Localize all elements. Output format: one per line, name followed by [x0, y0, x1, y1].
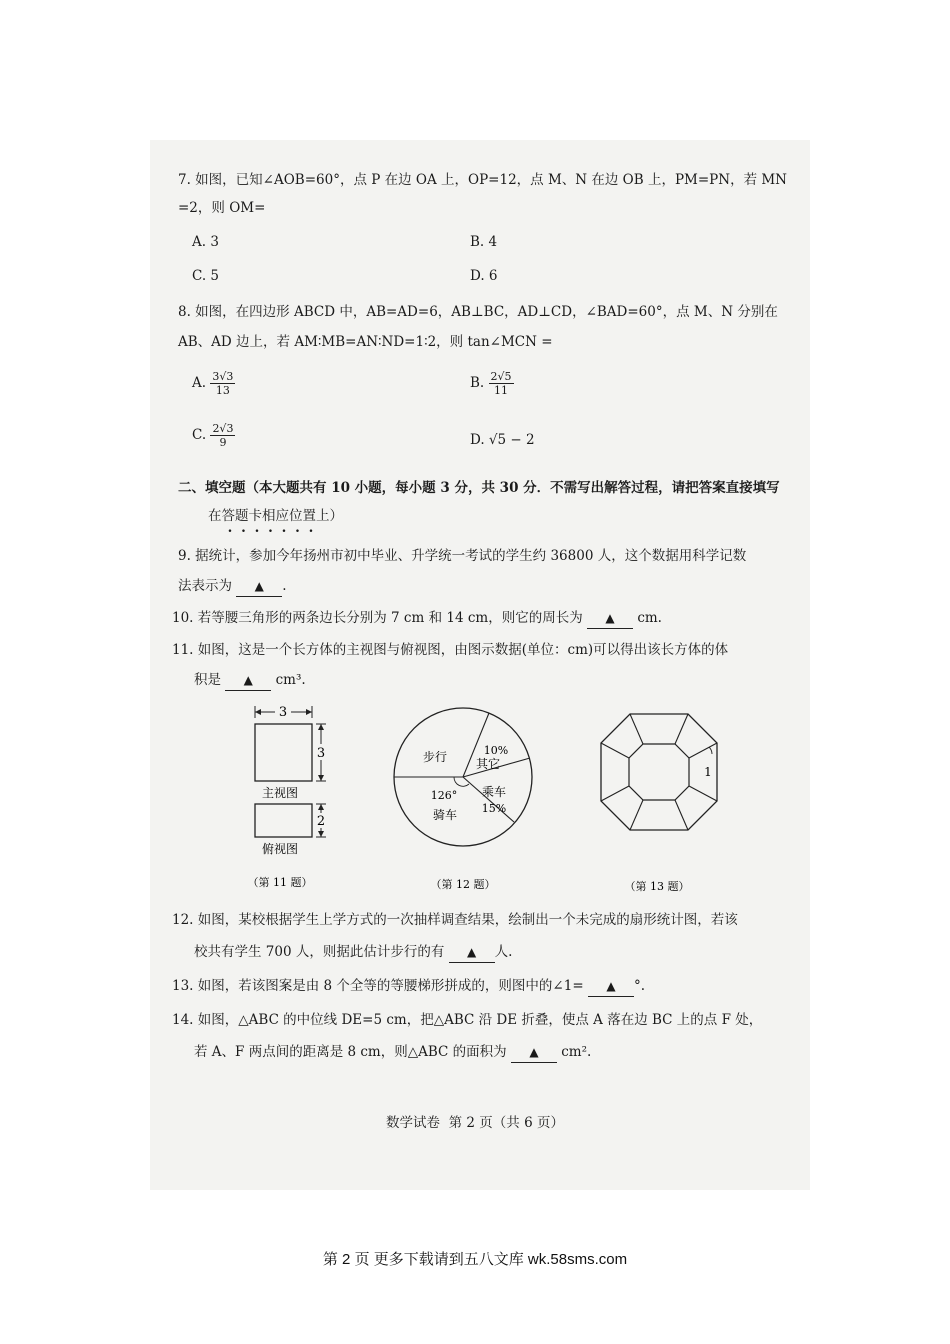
q7-option-a: A. 3	[192, 234, 219, 250]
scanned-page	[150, 140, 810, 1190]
fig13-spoke	[630, 714, 643, 744]
pie-label-bike: 骑车	[432, 808, 458, 822]
emphasis-char: 置	[302, 508, 316, 524]
pie-label-walk: 步行	[422, 750, 448, 764]
q12-answer-blank	[449, 942, 495, 963]
fig11-caption: （第 11 题）	[247, 876, 313, 889]
q10-end: cm.	[637, 610, 662, 626]
q14-line2-text: 若 A、F 两点间的距离是 8 cm，则△ABC 的面积为	[194, 1044, 507, 1060]
q10-line	[172, 608, 662, 629]
q8-option-b	[470, 370, 514, 397]
q8-option-a-numerator: 3√3	[212, 370, 234, 383]
fig13-spoke	[601, 786, 629, 801]
q10-text: 10. 若等腰三角形的两条边长分别为 7 cm 和 14 cm，则它的周长为	[172, 610, 583, 626]
q9-blank-marker: ▲	[254, 579, 264, 593]
q8-option-c	[192, 422, 235, 449]
fig11-front-view	[255, 724, 312, 781]
emphasis-char: 应	[275, 508, 289, 524]
q7-line2: =2，则 OM=	[178, 200, 266, 216]
fig11-arrowhead-up	[318, 724, 324, 730]
q8-option-a-denominator: 13	[215, 384, 230, 397]
fig13-caption: （第 13 题）	[624, 880, 690, 893]
q13-blank-marker: ▲	[606, 979, 616, 993]
q8-option-b-numerator: 2√5	[490, 370, 512, 383]
q12-line2	[194, 942, 512, 963]
fig11-dim-right: 3	[316, 746, 326, 761]
pie-label-bike-angle: 126°	[430, 789, 458, 802]
q11-end: cm³.	[275, 672, 306, 688]
fig11-front-label: 主视图	[261, 786, 299, 800]
q9-line2-text: 法表示为	[178, 578, 232, 594]
fig13-spoke	[630, 800, 643, 830]
fig13-spoke	[675, 714, 688, 744]
q12-blank-marker: ▲	[467, 945, 477, 959]
q9-answer-blank	[236, 576, 282, 597]
pie-label-other-pct: 10%	[483, 744, 509, 757]
fig13-spoke	[689, 743, 717, 758]
section2-suffix: 上）	[316, 508, 343, 524]
section2-heading-line1: 二、填空题（本大题共有 10 小题，每小题 3 分，共 30 分．不需写出解答过程，请把答案直接填写	[178, 480, 780, 496]
fig13-angle-label: 1	[704, 765, 712, 779]
fig13-spoke	[601, 743, 629, 758]
q14-line1: 14. 如图，△ABC 的中位线 DE=5 cm，把△ABC 沿 DE 折叠，使点 A 落在边 BC 上的点 F 处，	[172, 1012, 763, 1028]
fig11-top-label: 俯视图	[261, 842, 299, 856]
emphasis-char: 相	[262, 508, 276, 524]
pie-divider-ride-bike	[463, 777, 514, 822]
q7-option-b: B. 4	[470, 234, 498, 250]
fig13-spokes	[601, 714, 717, 830]
fig11-arrowhead-left	[255, 709, 261, 715]
fig13-spoke	[675, 800, 688, 830]
q10-answer-blank	[587, 608, 633, 629]
figure-11	[240, 700, 350, 895]
fig11-arrowhead-up2	[318, 804, 324, 810]
emphasis-char: 位	[289, 508, 303, 524]
q8-option-c-label: C.	[192, 427, 207, 443]
q10-blank-marker: ▲	[605, 611, 615, 625]
q7-option-c: C. 5	[192, 268, 220, 284]
emphasis-char: 卡	[248, 508, 262, 524]
fig11-dim-top: 3	[278, 705, 288, 720]
q8-option-c-numerator: 2√3	[212, 422, 234, 435]
q8-option-c-fraction	[210, 422, 235, 449]
section2-emphasis	[222, 508, 317, 524]
q13-text: 13. 如图，若该图案是由 8 个全等的等腰梯形拼成的，则图中的∠1=	[172, 978, 584, 994]
q7-option-d: D. 6	[470, 268, 498, 284]
section2-prefix: 在	[208, 508, 222, 524]
site-footer: 第 2 页 更多下载请到五八文库 wk.58sms.com	[322, 1251, 628, 1268]
pie-label-ride: 乘车	[481, 785, 507, 799]
fig12-caption: （第 12 题）	[430, 878, 496, 891]
q13-line	[172, 976, 645, 997]
q8-option-b-fraction	[489, 370, 514, 397]
q14-answer-blank	[511, 1042, 557, 1063]
fig13-outer-octagon	[601, 714, 717, 830]
q14-blank-marker: ▲	[529, 1045, 539, 1059]
q8-option-a-fraction	[210, 370, 235, 397]
q12-line1: 12. 如图，某校根据学生上学方式的一次抽样调查结果，绘制出一个未完成的扇形统计图，若该	[172, 912, 738, 928]
q12-line2-text: 校共有学生 700 人，则据此估计步行的有	[194, 944, 445, 960]
q8-option-d: D. √5 − 2	[470, 432, 535, 448]
fig11-top-view	[255, 804, 312, 837]
q8-option-b-label: B.	[470, 375, 485, 391]
fig11-arrowhead-right	[306, 709, 312, 715]
q8-line2: AB、AD 边上，若 AM∶MB=AN∶ND=1∶2，则 tan∠MCN =	[178, 334, 553, 350]
q9-end: .	[282, 578, 287, 594]
q8-option-b-denominator: 11	[494, 384, 509, 397]
q14-end: cm².	[561, 1044, 592, 1060]
q11-line2-text: 积是	[194, 672, 221, 688]
figure-13	[585, 700, 735, 896]
q8-option-a-label: A.	[192, 375, 207, 391]
q12-end: 人.	[494, 944, 513, 960]
q8-option-a	[192, 370, 235, 397]
q7-line1: 7. 如图，已知∠AOB=60°，点 P 在边 OA 上，OP=12，点 M、N 在边 OB 上，PM=PN，若 MN	[178, 172, 787, 188]
fig11-arrowhead-down2	[318, 831, 324, 837]
fig13-spoke	[689, 786, 717, 801]
q9-line2	[178, 576, 287, 597]
q13-end: °.	[633, 978, 645, 994]
fig11-arrowhead-down	[318, 775, 324, 781]
section2-heading-line2	[208, 506, 343, 526]
q9-line1: 9. 据统计，参加今年扬州市初中毕业、升学统一考试的学生约 36800 人，这个数据用科学记数	[178, 548, 747, 564]
pie-label-other: 其它	[475, 757, 501, 771]
fig11-dim-right2: 2	[316, 814, 326, 829]
q11-blank-marker: ▲	[243, 673, 253, 687]
q13-answer-blank	[588, 976, 634, 997]
page-footer: 数学试卷 第 2 页（共 6 页）	[386, 1115, 564, 1131]
figure-12	[390, 698, 540, 896]
q14-line2	[194, 1042, 591, 1063]
emphasis-char: 答	[221, 508, 235, 524]
q11-line2	[194, 670, 306, 691]
q11-line1: 11. 如图，这是一个长方体的主视图与俯视图，由图示数据(单位：cm)可以得出该长方体的体	[172, 642, 729, 658]
fig13-inner-octagon	[629, 744, 689, 800]
q8-line1: 8. 如图，在四边形 ABCD 中，AB=AD=6，AB⊥BC，AD⊥CD，∠BAD=60°，点 M、N 分别在	[178, 304, 778, 320]
q8-option-c-denominator: 9	[219, 436, 227, 449]
q11-answer-blank	[225, 670, 271, 691]
pie-label-ride-pct: 15%	[481, 802, 507, 815]
emphasis-char: 题	[235, 508, 249, 524]
pie-angle-arc	[454, 777, 469, 786]
fig13-angle-arc	[709, 747, 712, 754]
